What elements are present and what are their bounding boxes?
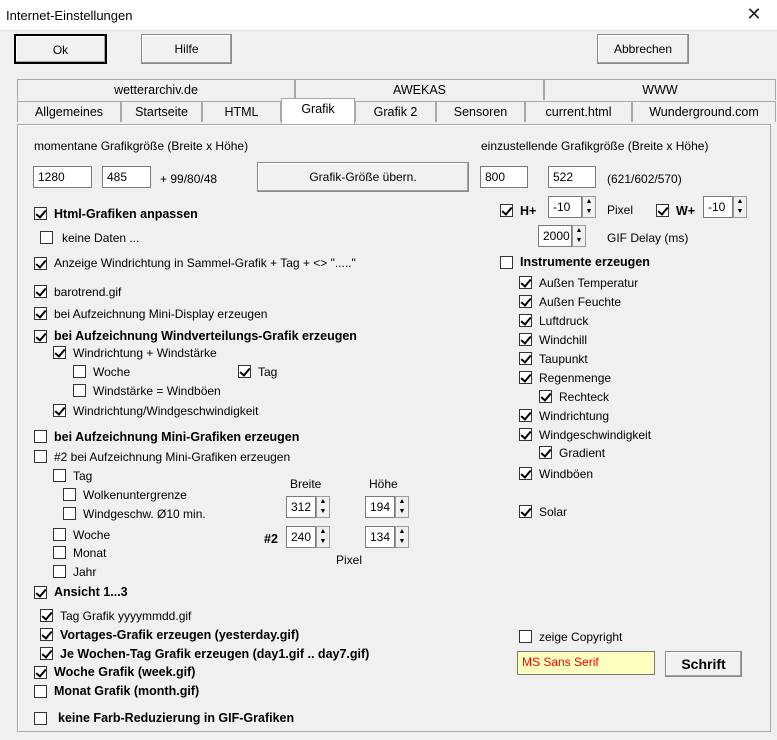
- wplus-spinner[interactable]: ▲ ▼: [733, 196, 747, 218]
- woche-wind-checkbox[interactable]: [73, 365, 86, 378]
- mini-grafiken-checkbox[interactable]: [34, 430, 47, 443]
- keine-daten-label: keine Daten ...: [62, 231, 140, 245]
- mini-height-spinner[interactable]: ▲ ▼: [395, 496, 409, 518]
- mini-jahr-checkbox[interactable]: [53, 565, 66, 578]
- target-size-label: einzustellende Grafikgröße (Breite x Höhe): [481, 139, 709, 153]
- close-icon[interactable]: ✕: [746, 4, 762, 24]
- woche-grafik-checkbox[interactable]: [34, 666, 47, 679]
- windgeschwindigkeit-label: Windgeschwindigkeit: [539, 428, 652, 442]
- title-bar: [0, 0, 777, 31]
- mini-display-label: bei Aufzeichnung Mini-Display erzeugen: [54, 307, 268, 321]
- windboeen-label: Windböen: [539, 467, 594, 481]
- barotrend-checkbox[interactable]: [34, 285, 47, 298]
- vortages-checkbox[interactable]: [40, 628, 53, 641]
- vortages-label: Vortages-Grafik erzeugen (yesterday.gif): [60, 628, 300, 642]
- tab-allgemeines[interactable]: Allgemeines: [17, 101, 121, 122]
- tag-grafik-checkbox[interactable]: [40, 609, 53, 622]
- wind-staerke-checkbox[interactable]: [53, 346, 66, 359]
- keine-daten-checkbox[interactable]: [40, 231, 53, 244]
- target-height-input[interactable]: 522: [548, 166, 596, 188]
- windstaerke-windboeen-checkbox[interactable]: [73, 384, 86, 397]
- windchill-checkbox[interactable]: [519, 333, 532, 346]
- wplus-input[interactable]: -10: [703, 196, 733, 218]
- mini-pixel-label: Pixel: [336, 553, 363, 567]
- hplus-label: H+: [520, 204, 537, 218]
- current-height-input[interactable]: 485: [102, 166, 151, 188]
- gif-delay-label: GIF Delay (ms): [607, 231, 689, 245]
- windstaerke-windboeen-label: Windstärke = Windböen: [93, 384, 221, 398]
- farb-reduzierung-label: keine Farb-Reduzierung in GIF-Grafiken: [58, 711, 295, 725]
- html-grafiken-label: Html-Grafiken anpassen: [54, 207, 198, 221]
- mini-display-checkbox[interactable]: [34, 307, 47, 320]
- gif-delay-input[interactable]: 2000: [538, 225, 572, 247]
- hplus-pixel-label: Pixel: [607, 203, 634, 217]
- wind-geschw-checkbox[interactable]: [53, 404, 66, 417]
- windrichtung-sammel-checkbox[interactable]: [34, 257, 47, 270]
- wolkenuntergrenze-checkbox[interactable]: [63, 488, 76, 501]
- mini-width-input[interactable]: 312: [286, 496, 316, 518]
- html-grafiken-checkbox[interactable]: [34, 207, 47, 220]
- wplus-checkbox[interactable]: [656, 204, 669, 217]
- aussen-feuchte-label: Außen Feuchte: [539, 295, 622, 309]
- current-width-input[interactable]: 1280: [33, 166, 92, 188]
- monat-grafik-label: Monat Grafik (month.gif): [54, 684, 200, 698]
- rechteck-checkbox[interactable]: [539, 390, 552, 403]
- tab-startseite[interactable]: Startseite: [121, 101, 202, 122]
- regenmenge-checkbox[interactable]: [519, 371, 532, 384]
- tab-grafik-2[interactable]: Grafik 2: [355, 101, 436, 122]
- instrumente-label: Instrumente erzeugen: [520, 255, 650, 269]
- tab-sensoren[interactable]: Sensoren: [436, 101, 525, 122]
- mini2-height-input[interactable]: 134: [365, 526, 395, 548]
- mini-height-input[interactable]: 194: [365, 496, 395, 518]
- wind-geschw-label: Windrichtung/Windgeschwindigkeit: [73, 404, 259, 418]
- luftdruck-label: Luftdruck: [539, 314, 589, 328]
- mini2-width-input[interactable]: 240: [286, 526, 316, 548]
- regenmenge-label: Regenmenge: [539, 371, 612, 385]
- mini-woche-checkbox[interactable]: [53, 528, 66, 541]
- aussen-temperatur-label: Außen Temperatur: [539, 276, 639, 290]
- woche-wind-label: Woche: [93, 365, 131, 379]
- mini-monat-label: Monat: [73, 546, 107, 560]
- target-size-suffix: (621/602/570): [607, 172, 682, 186]
- windgeschwindigkeit-checkbox[interactable]: [519, 428, 532, 441]
- woche-grafik-label: Woche Grafik (week.gif): [54, 665, 196, 679]
- target-width-input[interactable]: 800: [480, 166, 528, 188]
- mini-tag-label: Tag: [73, 469, 93, 483]
- windboeen-checkbox[interactable]: [519, 467, 532, 480]
- solar-label: Solar: [539, 505, 568, 519]
- barotrend-label: barotrend.gif: [54, 285, 122, 299]
- mini-width-spinner[interactable]: ▲ ▼: [316, 496, 330, 518]
- apply-size-button[interactable]: Grafik-Größe übern.: [257, 162, 469, 192]
- wochentag-label: Je Wochen-Tag Grafik erzeugen (day1.gif .. day7.gif): [60, 647, 370, 661]
- breite-label: Breite: [290, 477, 322, 491]
- font-button[interactable]: Schrift: [665, 651, 742, 677]
- current-size-label: momentane Grafikgröße (Breite x Höhe): [34, 139, 249, 153]
- wind-staerke-label: Windrichtung + Windstärke: [73, 346, 217, 360]
- copyright-label: zeige Copyright: [539, 630, 623, 644]
- farb-reduzierung-checkbox[interactable]: [34, 712, 47, 725]
- taupunkt-label: Taupunkt: [539, 352, 588, 366]
- rechteck-label: Rechteck: [559, 390, 610, 404]
- wplus-label: W+: [676, 204, 696, 218]
- mini2-width-spinner[interactable]: ▲ ▼: [316, 526, 330, 548]
- aussen-temperatur-checkbox[interactable]: [519, 276, 532, 289]
- mini-2-label: #2: [264, 532, 278, 546]
- window-title: Internet-Einstellungen: [6, 8, 133, 23]
- gif-delay-spinner[interactable]: ▲ ▼: [572, 225, 586, 247]
- wochentag-checkbox[interactable]: [40, 647, 53, 660]
- tab-wetterarchiv[interactable]: wetterarchiv.de: [17, 79, 295, 100]
- hplus-checkbox[interactable]: [500, 204, 513, 217]
- windgeschw-10-label: Windgeschw. Ø10 min.: [83, 507, 206, 521]
- aussen-feuchte-checkbox[interactable]: [519, 295, 532, 308]
- mini-grafiken-label: bei Aufzeichnung Mini-Grafiken erzeugen: [54, 430, 300, 444]
- windrichtung-instr-checkbox[interactable]: [519, 409, 532, 422]
- tag-grafik-label: Tag Grafik yyyymmdd.gif: [60, 609, 192, 623]
- tab-current-html[interactable]: current.html: [525, 101, 632, 122]
- copyright-checkbox[interactable]: [519, 630, 532, 643]
- hplus-spinner[interactable]: ▲ ▼: [582, 196, 596, 218]
- tab-awekas[interactable]: AWEKAS: [295, 79, 544, 100]
- tab-wunderground[interactable]: Wunderground.com: [632, 101, 776, 122]
- cancel-button[interactable]: Abbrechen: [597, 34, 689, 64]
- windgeschw-10-checkbox[interactable]: [63, 507, 76, 520]
- ok-button[interactable]: Ok: [14, 34, 107, 64]
- wolkenuntergrenze-label: Wolkenuntergrenze: [83, 488, 187, 502]
- tab-grafik[interactable]: Grafik: [281, 98, 355, 124]
- mini-monat-checkbox[interactable]: [53, 546, 66, 559]
- windverteilung-label: bei Aufzeichnung Windverteilungs-Grafik erzeugen: [54, 329, 357, 343]
- windrichtung-instr-label: Windrichtung: [539, 409, 610, 423]
- help-button[interactable]: Hilfe: [141, 34, 232, 64]
- current-size-suffix: + 99/80/48: [160, 172, 218, 186]
- windverteilung-checkbox[interactable]: [34, 330, 47, 343]
- mini2-height-spinner[interactable]: ▲ ▼: [395, 526, 409, 548]
- ansicht-checkbox[interactable]: [34, 586, 47, 599]
- windchill-label: Windchill: [539, 333, 588, 347]
- solar-checkbox[interactable]: [519, 505, 532, 518]
- windrichtung-sammel-label: Anzeige Windrichtung in Sammel-Grafik + Tag + <> ".....": [54, 256, 356, 270]
- hplus-input[interactable]: -10: [548, 196, 582, 218]
- mini-grafiken-2-label: #2 bei Aufzeichnung Mini-Grafiken erzeugen: [54, 450, 291, 464]
- mini-tag-checkbox[interactable]: [53, 469, 66, 482]
- instrumente-checkbox[interactable]: [500, 256, 513, 269]
- monat-grafik-checkbox[interactable]: [34, 685, 47, 698]
- gradient-label: Gradient: [559, 446, 606, 460]
- hoehe-label: Höhe: [369, 477, 398, 491]
- mini-woche-label: Woche: [73, 528, 111, 542]
- ansicht-label: Ansicht 1...3: [54, 585, 128, 599]
- mini-grafiken-2-checkbox[interactable]: [34, 450, 47, 463]
- gradient-checkbox[interactable]: [539, 446, 552, 459]
- tag-wind-checkbox[interactable]: [238, 365, 251, 378]
- mini-jahr-label: Jahr: [73, 565, 97, 579]
- luftdruck-checkbox[interactable]: [519, 314, 532, 327]
- tag-wind-label: Tag: [258, 365, 278, 379]
- taupunkt-checkbox[interactable]: [519, 352, 532, 365]
- tab-html[interactable]: HTML: [202, 101, 281, 122]
- font-preview-field: MS Sans Serif: [517, 651, 655, 675]
- tab-www[interactable]: WWW: [544, 79, 776, 100]
